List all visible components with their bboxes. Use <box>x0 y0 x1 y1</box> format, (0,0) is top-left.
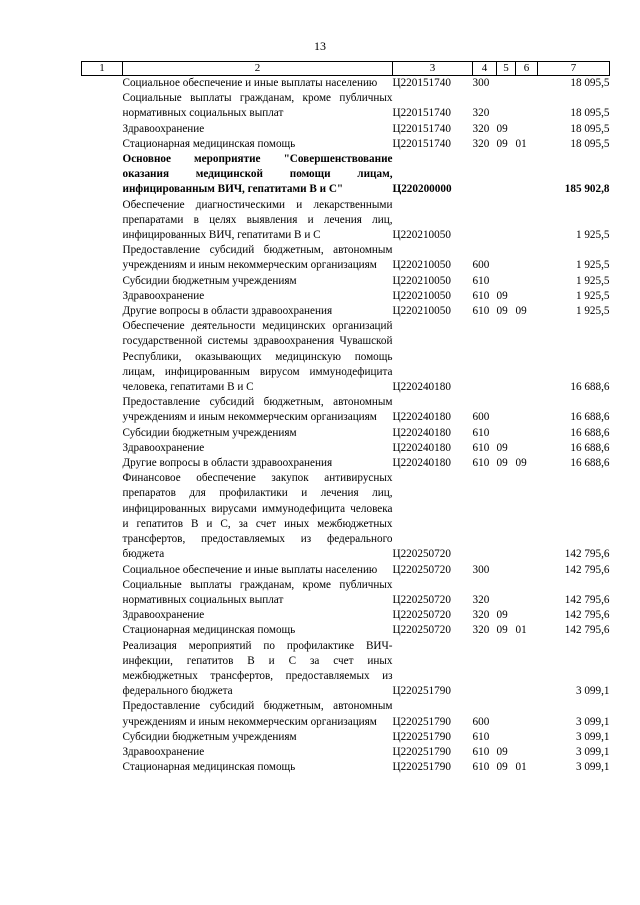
section-code: 09 <box>496 457 508 470</box>
target-code: Ц220210050 <box>392 305 451 318</box>
target-code: Ц220240180 <box>392 457 451 470</box>
expense-type-code <box>473 471 497 562</box>
target-code: Ц220210050 <box>392 259 451 272</box>
subsection-code <box>516 91 538 121</box>
amount: 18 095,5 <box>570 77 610 89</box>
section-code: 09 <box>496 305 508 318</box>
subsection-code: 01 <box>515 137 527 150</box>
target-code: Ц220151740 <box>392 107 451 120</box>
target-code: Ц220210050 <box>392 289 451 302</box>
expense-type-code: 610 <box>472 441 490 454</box>
column-header: 7 <box>538 62 610 76</box>
item-name: Стационарная медицинская помощь <box>122 761 296 774</box>
expense-type-code: 610 <box>472 761 490 774</box>
row-number-cell <box>82 578 123 608</box>
table-row <box>82 456 610 471</box>
amount: 1 925,5 <box>575 229 610 242</box>
item-name: Здравоохранение <box>122 289 205 302</box>
target-code: Ц220240180 <box>392 426 451 439</box>
item-name: Финансовое обеспечение закупок антивирусных препаратов для профилактики и лечения лиц, инфицированных вирусами иммунодефицита человека и гепатитов В и С, за счет иных межбюджетных трансфертов, предоставляемых из федерального бюджета <box>122 472 393 561</box>
table-row <box>82 760 610 775</box>
section-code <box>497 639 516 700</box>
expense-type-code: 320 <box>472 122 490 135</box>
section-code: 09 <box>496 761 508 774</box>
expense-type-code: 320 <box>472 609 490 622</box>
item-name: Предоставление субсидий бюджетным, автономным учреждениям и иным некоммерческим организациям <box>122 244 393 272</box>
target-code: Ц220240180 <box>392 411 451 424</box>
row-number-cell <box>82 563 123 578</box>
amount: 3 099,1 <box>575 730 610 743</box>
expense-type-code: 320 <box>472 107 490 120</box>
table-row <box>82 395 610 425</box>
row-number-cell <box>82 471 123 562</box>
table-row <box>82 578 610 608</box>
item-name: Другие вопросы в области здравоохранения <box>122 305 333 318</box>
table-row <box>82 639 610 700</box>
expense-type-code: 300 <box>472 77 490 89</box>
row-number-cell <box>82 608 123 623</box>
target-code: Ц220251790 <box>392 745 451 758</box>
amount: 1 925,5 <box>575 289 610 302</box>
section-code <box>497 198 516 244</box>
item-name: Другие вопросы в области здравоохранения <box>122 457 333 470</box>
amount: 3 099,1 <box>575 761 610 774</box>
expense-type-code: 600 <box>472 715 490 728</box>
expense-type-code: 300 <box>472 563 490 576</box>
column-header: 2 <box>123 62 393 76</box>
subsection-code <box>516 639 538 700</box>
subsection-code <box>516 198 538 244</box>
item-name: Субсидии бюджетным учреждениям <box>122 730 297 743</box>
section-code <box>497 426 516 441</box>
amount: 142 795,6 <box>564 548 610 561</box>
expense-type-code: 320 <box>472 624 490 637</box>
row-number-cell <box>82 456 123 471</box>
table-row <box>82 289 610 304</box>
amount: 185 902,8 <box>564 183 610 196</box>
amount: 142 795,6 <box>564 563 610 576</box>
subsection-code <box>516 426 538 441</box>
section-code <box>497 152 516 198</box>
row-number-cell <box>82 760 123 775</box>
expense-type-code: 610 <box>472 745 490 758</box>
amount: 16 688,6 <box>570 457 610 470</box>
target-code: Ц220250720 <box>392 624 451 637</box>
page-number: 13 <box>314 39 326 53</box>
row-number-cell <box>82 289 123 304</box>
expense-type-code: 320 <box>472 593 490 606</box>
section-code <box>497 563 516 578</box>
expense-type-code: 610 <box>472 305 490 318</box>
expense-type-code: 610 <box>472 274 490 287</box>
budget-table <box>81 61 610 775</box>
item-name: Реализация мероприятий по профилактике ВИЧ-инфекции, гепатитов В и С за счет иных межбюджетных трансфертов, предоставляемых из федерального бюджета <box>122 639 393 698</box>
table-row <box>82 91 610 121</box>
table-row <box>82 745 610 760</box>
subsection-code <box>516 699 538 729</box>
section-code <box>497 91 516 121</box>
expense-type-code: 320 <box>472 137 490 150</box>
row-number-cell <box>82 304 123 319</box>
section-code: 09 <box>496 441 508 454</box>
row-number-cell <box>82 122 123 137</box>
subsection-code <box>516 289 538 304</box>
row-number-cell <box>82 198 123 244</box>
target-code: Ц220251790 <box>392 761 451 774</box>
table-row <box>82 426 610 441</box>
target-code: Ц220151740 <box>392 137 451 150</box>
item-name: Стационарная медицинская помощь <box>122 624 296 637</box>
target-code: Ц220210050 <box>392 229 451 242</box>
section-code: 09 <box>496 289 508 302</box>
subsection-code: 09 <box>515 305 527 318</box>
subsection-code <box>516 745 538 760</box>
table-row <box>82 563 610 578</box>
row-number-cell <box>82 699 123 729</box>
amount: 142 795,6 <box>564 609 610 622</box>
section-code: 09 <box>496 609 508 622</box>
section-code <box>497 471 516 562</box>
subsection-code <box>516 608 538 623</box>
row-number-cell <box>82 639 123 700</box>
table-row <box>82 274 610 289</box>
section-code <box>497 395 516 425</box>
row-number-cell <box>82 745 123 760</box>
table-row <box>82 76 610 92</box>
section-code <box>497 730 516 745</box>
amount: 16 688,6 <box>570 411 610 424</box>
target-code: Ц220151740 <box>392 122 451 135</box>
item-name: Предоставление субсидий бюджетным, автономным учреждениям и иным некоммерческим организациям <box>122 396 393 424</box>
row-number-cell <box>82 623 123 638</box>
subsection-code: 01 <box>515 624 527 637</box>
column-header: 3 <box>393 62 473 76</box>
amount: 3 099,1 <box>575 745 610 758</box>
row-number-cell <box>82 274 123 289</box>
subsection-code <box>516 441 538 456</box>
table-row <box>82 699 610 729</box>
section-code <box>497 699 516 729</box>
amount: 3 099,1 <box>575 685 610 698</box>
row-number-cell <box>82 91 123 121</box>
expense-type-code: 610 <box>472 426 490 439</box>
expense-type-code: 600 <box>472 411 490 424</box>
amount: 142 795,6 <box>564 624 610 637</box>
subsection-code <box>516 76 538 92</box>
target-code: Ц220240180 <box>392 381 451 394</box>
amount: 1 925,5 <box>575 259 610 272</box>
row-number-cell <box>82 426 123 441</box>
target-code: Ц220251790 <box>392 685 451 698</box>
table-row <box>82 122 610 137</box>
item-name: Стационарная медицинская помощь <box>122 137 296 150</box>
expense-type-code <box>473 639 497 700</box>
subsection-code <box>516 152 538 198</box>
row-number-cell <box>82 137 123 152</box>
section-code: 09 <box>496 624 508 637</box>
table-row <box>82 304 610 319</box>
row-number-cell <box>82 441 123 456</box>
item-name: Обеспечение деятельности медицинских организаций государственной системы здравоохранения Чувашской Республики, оказывающих медицинскую помощь лицам, инфицированным вирусом иммунодефицита человека, гепатитами В и С <box>122 320 393 394</box>
amount: 18 095,5 <box>570 107 610 120</box>
column-header: 4 <box>473 62 497 76</box>
section-code: 09 <box>496 137 508 150</box>
table-row <box>82 471 610 562</box>
table-row <box>82 441 610 456</box>
row-number-cell <box>82 243 123 273</box>
section-code: 09 <box>496 745 508 758</box>
section-code: 09 <box>496 122 508 135</box>
item-name: Здравоохранение <box>122 745 205 758</box>
target-code: Ц220251790 <box>392 730 451 743</box>
target-code: Ц220251790 <box>392 715 451 728</box>
item-name: Социальные выплаты гражданам, кроме публичных нормативных социальных выплат <box>122 92 393 120</box>
row-number-cell <box>82 319 123 395</box>
column-header: 6 <box>516 62 538 76</box>
subsection-code <box>516 563 538 578</box>
table-row <box>82 152 610 198</box>
amount: 18 095,5 <box>570 137 610 150</box>
amount: 16 688,6 <box>570 441 610 454</box>
subsection-code <box>516 122 538 137</box>
section-code <box>497 319 516 395</box>
subsection-code: 09 <box>515 457 527 470</box>
expense-type-code <box>473 152 497 198</box>
amount: 1 925,5 <box>575 274 610 287</box>
target-code: Ц220240180 <box>392 441 451 454</box>
section-code <box>497 243 516 273</box>
row-number-cell <box>82 730 123 745</box>
table-row <box>82 137 610 152</box>
row-number-cell <box>82 152 123 198</box>
item-name: Субсидии бюджетным учреждениям <box>122 426 297 439</box>
item-name: Субсидии бюджетным учреждениям <box>122 274 297 287</box>
item-name: Здравоохранение <box>122 441 205 454</box>
table-row <box>82 730 610 745</box>
expense-type-code <box>473 198 497 244</box>
section-code <box>497 578 516 608</box>
target-code: Ц220200000 <box>392 183 452 196</box>
table-row <box>82 608 610 623</box>
target-code: Ц220250720 <box>392 563 451 576</box>
expense-type-code: 610 <box>472 730 490 743</box>
column-header: 1 <box>82 62 123 76</box>
row-number-cell <box>82 76 123 92</box>
table-row <box>82 623 610 638</box>
subsection-code <box>516 730 538 745</box>
table-row <box>82 243 610 273</box>
target-code: Ц220250720 <box>392 609 451 622</box>
expense-type-code: 610 <box>472 289 490 302</box>
item-name: Основное мероприятие "Совершенствование оказания медицинской помощи лицам, инфицированным ВИЧ, гепатитами В и С" <box>122 153 393 196</box>
item-name: Социальные выплаты гражданам, кроме публичных нормативных социальных выплат <box>122 578 393 606</box>
column-header: 5 <box>497 62 516 76</box>
subsection-code <box>516 395 538 425</box>
target-code: Ц220210050 <box>392 274 451 287</box>
amount: 1 925,5 <box>575 305 610 318</box>
section-code <box>497 76 516 92</box>
section-code <box>497 274 516 289</box>
expense-type-code: 600 <box>472 259 490 272</box>
item-name: Здравоохранение <box>122 122 205 135</box>
subsection-code <box>516 471 538 562</box>
table-row <box>82 198 610 244</box>
item-name: Предоставление субсидий бюджетным, автономным учреждениям и иным некоммерческим организациям <box>122 700 393 728</box>
subsection-code <box>516 274 538 289</box>
table-row <box>82 319 610 395</box>
item-name: Социальное обеспечение и иные выплаты населению <box>122 563 378 576</box>
item-name: Обеспечение диагностическими и лекарственными препаратами в целях выявления и лечения лиц, инфицированных ВИЧ, гепатитами В и С <box>122 198 393 242</box>
amount: 18 095,5 <box>570 122 610 135</box>
subsection-code <box>516 578 538 608</box>
amount: 16 688,6 <box>570 381 610 394</box>
item-name: Социальное обеспечение и иные выплаты населению <box>122 77 378 89</box>
subsection-code <box>516 243 538 273</box>
expense-type-code <box>473 319 497 395</box>
target-code: Ц220151740 <box>392 77 451 89</box>
target-code: Ц220250720 <box>392 593 451 606</box>
amount: 142 795,6 <box>564 593 610 606</box>
target-code: Ц220250720 <box>392 548 451 561</box>
subsection-code <box>516 319 538 395</box>
amount: 16 688,6 <box>570 426 610 439</box>
expense-type-code: 610 <box>472 457 490 470</box>
item-name: Здравоохранение <box>122 609 205 622</box>
row-number-cell <box>82 395 123 425</box>
table-header-row <box>82 62 610 76</box>
subsection-code: 01 <box>515 761 527 774</box>
amount: 3 099,1 <box>575 715 610 728</box>
